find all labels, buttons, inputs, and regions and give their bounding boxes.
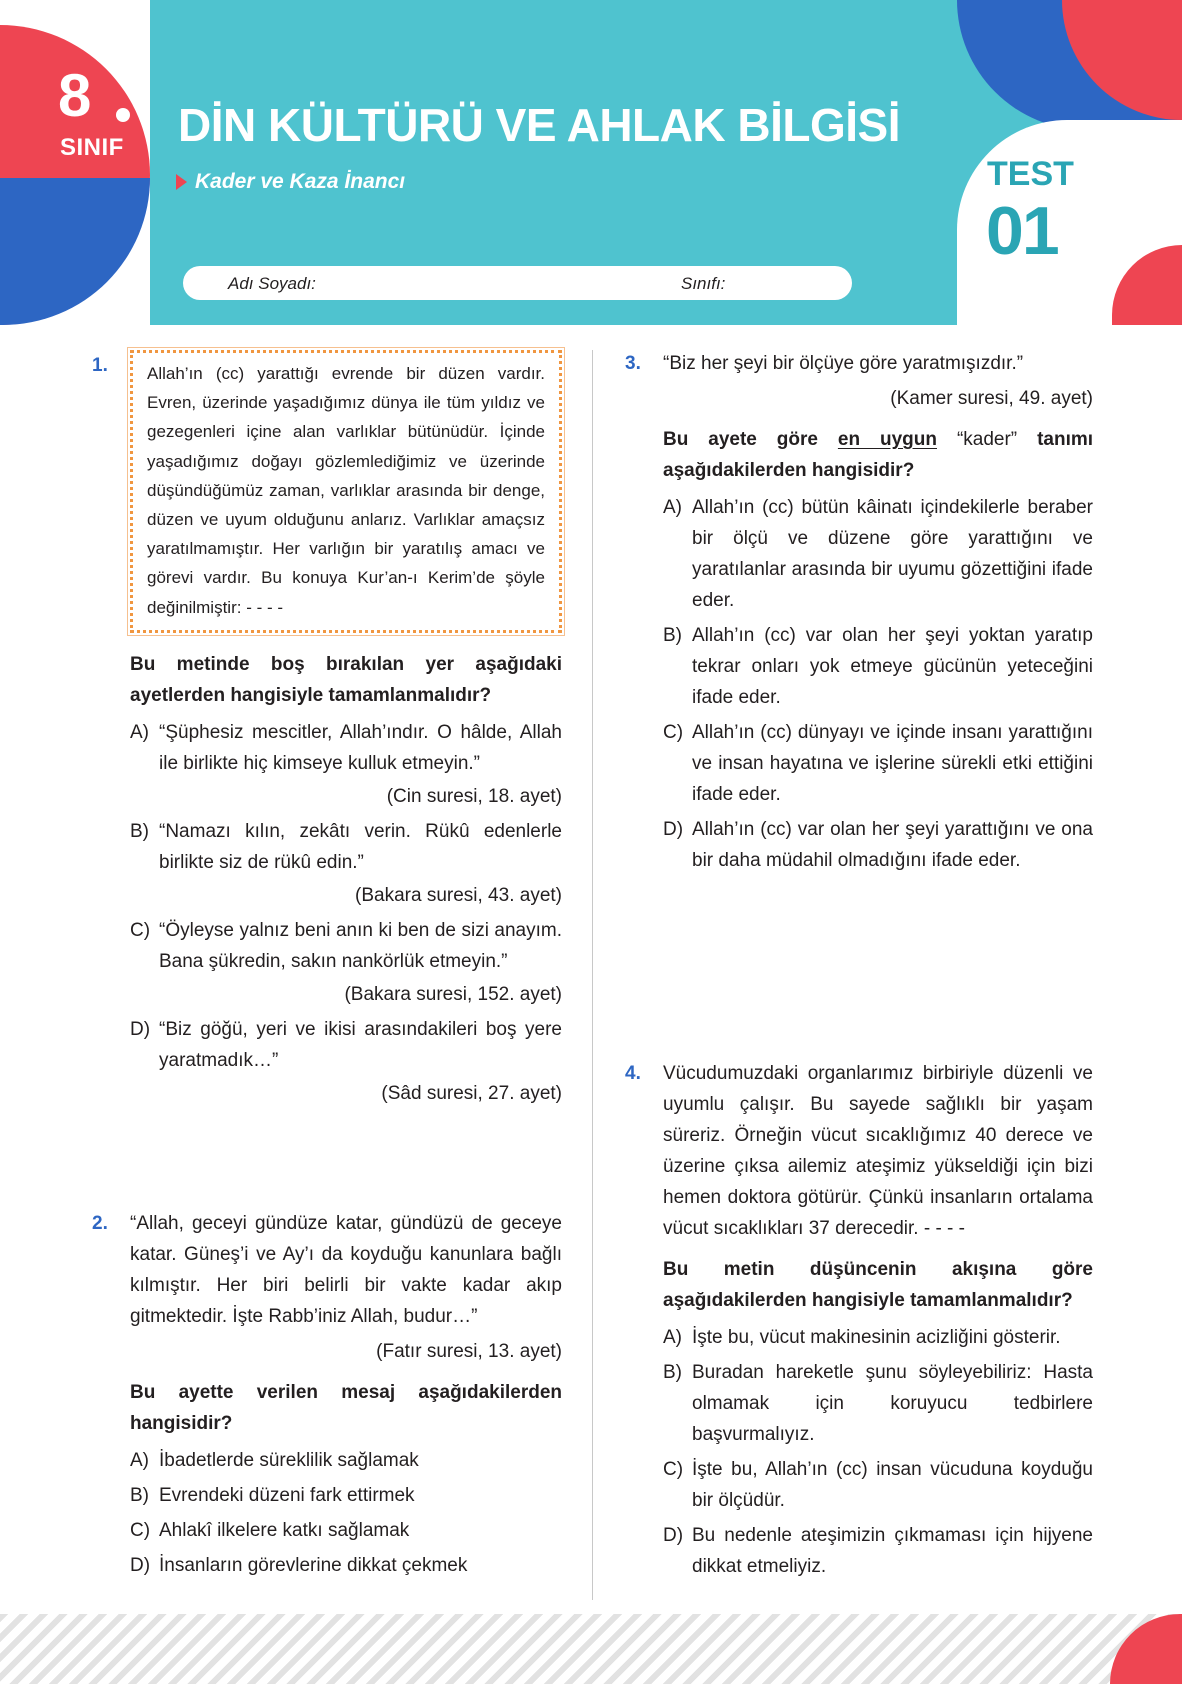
question-3 — [625, 348, 1094, 880]
question-1 — [92, 350, 562, 1113]
option-text: Evrendeki düzeni fark ettirmek — [159, 1485, 415, 1506]
option-a[interactable] — [663, 1322, 1093, 1353]
option-b[interactable] — [130, 1480, 562, 1511]
footer-stripes — [0, 1614, 1182, 1684]
option-letter: B) — [663, 625, 682, 646]
option-text: İbadetlerde süreklilik sağlamak — [159, 1450, 419, 1471]
option-text: “Öyleyse yalnız beni anın ki ben de sizi anayım. Bana şükredin, sakın nankörlük etmeyin.” — [159, 919, 562, 972]
verse-source: (Fatır suresi, 13. ayet) — [376, 1341, 562, 1362]
option-letter: B) — [130, 1485, 149, 1506]
verse-source: (Cin suresi, 18. ayet) — [386, 785, 562, 807]
option-letter: C) — [663, 722, 684, 743]
option-b[interactable] — [663, 620, 1093, 713]
verse-text: “Allah, geceyi gündüze katar, gündüzü de geceye katar. Güneş’i ve Ay’ı da koyduğu kanunlara bağlı kılmıştır. Her biri belirli bir vakte kadar akıp gitmektedir. İşte Rabb’iniz Allah, budur…” — [130, 1213, 562, 1327]
option-d[interactable] — [663, 814, 1093, 876]
test-badge — [957, 0, 1182, 325]
question-number: 3. — [625, 353, 641, 374]
subject-title: DİN KÜLTÜRÜ VE AHLAK BİLGİSİ — [178, 99, 900, 151]
verse-source: (Sâd suresi, 27. ayet) — [381, 1082, 562, 1104]
option-text: “Şüphesiz mescitler, Allah’ındır. O hâlde, Allah ile birlikte hiç kimseye kulluk etmeyin.” — [159, 721, 562, 774]
topic-label: Kader ve Kaza İnancı — [195, 170, 406, 193]
option-letter: C) — [663, 1459, 684, 1480]
name-field-label: Adı Soyadı: — [228, 274, 316, 293]
option-letter: C) — [130, 1520, 151, 1541]
option-b[interactable] — [130, 816, 562, 911]
option-text: Allah’ın (cc) var olan her şeyi yoktan yaratıp tekrar onları yok etmeye gücünün yeteceğini ifade eder. — [692, 625, 1093, 708]
grade-label: SINIF — [60, 134, 124, 161]
option-letter: B) — [130, 820, 149, 842]
option-a[interactable] — [663, 492, 1093, 616]
topic-line — [176, 170, 405, 194]
option-letter: D) — [130, 1555, 151, 1576]
question-stem: Bu ayette verilen mesaj aşağıdakilerden hangisidir? — [130, 1382, 562, 1434]
option-d[interactable] — [663, 1520, 1093, 1582]
grade-badge-blue-shape — [0, 178, 150, 325]
question-stem — [663, 424, 1093, 486]
option-letter: A) — [130, 1450, 149, 1471]
option-c[interactable] — [663, 717, 1093, 810]
option-letter: A) — [130, 721, 149, 743]
stem-part: tanımı aşağıdakilerden hangisidir? — [663, 429, 1094, 481]
passage-text: Allah’ın (cc) yarattığı evrende bir düzen vardır. Evren, üzerinde yaşadığımız dünya ile tüm yıldız ve gezegenleri içine alan varlıklar bütünüdür. İçinde yaşadığımız doğayı gözlemlediğimiz ve üzerinde düşündüğümüz zaman, varlıklar arasında bir denge, düzen ve uyum olduğunu anlarız. Varlıklar amaçsız yaratılmamıştır. Her varlığın bir yaratılış amacı ve görevi vardır. Bu konuya Kur’an-ı Kerim’de şöyle değinilmiştir: - - - - — [147, 364, 545, 617]
stem-part: Bu ayete göre — [663, 429, 818, 450]
option-text: Allah’ın (cc) var olan her şeyi yarattığını ve ona bir daha müdahil olmadığını ifade eder. — [692, 819, 1093, 871]
option-text: Buradan hareketle şunu söyleyebiliriz: Hasta olmamak için koruyucu tedbirlere başvurmalıyız. — [692, 1362, 1093, 1445]
option-text: Bu nedenle ateşimizin çıkmaması için hijyene dikkat etmeliyiz. — [692, 1525, 1093, 1577]
question-stem: Bu metin düşüncenin akışına göre aşağıdakilerden hangisiyle tamamlanmalıdır? — [663, 1259, 1093, 1311]
question-number: 1. — [92, 355, 108, 376]
option-letter: D) — [130, 1018, 151, 1040]
verse-source: (Kamer suresi, 49. ayet) — [890, 388, 1093, 409]
class-field-label: Sınıfı: — [681, 274, 726, 293]
passage-text: Vücudumuzdaki organlarımız birbiriyle düzenli ve uyumlu çalışır. Bu sayede sağlıklı bir yaşam süreriz. Örneğin vücut sıcaklığımız 40 derece ve üzerine çıksa ailemiz ateşimiz yükseldiği için bizi hemen doktora götürür. Çünkü insanların ortalama vücut sıcaklıkları 37 derecedir. - - - - — [663, 1063, 1093, 1239]
option-text: Allah’ın (cc) bütün kâinatı içindekilerle beraber bir ölçü ve düzene göre yarattığını ve yaratılanlar arasında bir uyumu gözettiğini ifade eder. — [692, 497, 1093, 611]
bullet-arrow-icon — [176, 174, 187, 190]
question-4 — [625, 1058, 1093, 1586]
option-text: İşte bu, Allah’ın (cc) insan vücuduna koyduğu bir ölçüdür. — [692, 1459, 1093, 1511]
verse-source: (Bakara suresi, 152. ayet) — [344, 983, 562, 1005]
option-c[interactable] — [663, 1454, 1093, 1516]
option-text: “Namazı kılın, zekâtı verin. Rükû edenlerle birlikte siz de rükû edin.” — [159, 820, 562, 873]
question-stem: Bu metinde boş bırakılan yer aşağıdaki ayetlerden hangisiyle tamamlanmalıdır? — [130, 653, 562, 706]
question-2 — [92, 1208, 562, 1585]
question-number: 2. — [92, 1213, 108, 1234]
student-info-bar — [183, 266, 852, 300]
option-letter: A) — [663, 1327, 682, 1348]
option-letter: C) — [130, 919, 151, 941]
option-d[interactable] — [130, 1014, 562, 1109]
option-b[interactable] — [663, 1357, 1093, 1450]
option-letter: B) — [663, 1362, 682, 1383]
question-number: 4. — [625, 1063, 641, 1084]
option-c[interactable] — [130, 915, 562, 1010]
option-text: İşte bu, vücut makinesinin acizliğini gösterir. — [692, 1327, 1061, 1348]
grade-number: 8 — [58, 62, 92, 129]
test-label: TEST — [987, 155, 1074, 193]
option-a[interactable] — [130, 1445, 562, 1476]
verse-text: “Biz her şeyi bir ölçüye göre yaratmışızdır.” — [663, 353, 1024, 374]
stem-emphasis: en uygun — [837, 429, 937, 450]
option-letter: A) — [663, 497, 682, 518]
grade-badge — [0, 0, 150, 325]
option-a[interactable] — [130, 717, 562, 812]
option-text: Ahlakî ilkelere katkı sağlamak — [159, 1520, 410, 1541]
option-c[interactable] — [130, 1515, 562, 1546]
column-divider — [592, 350, 593, 1600]
option-text: “Biz göğü, yeri ve ikisi arasındakileri boş yere yaratmadık…” — [159, 1018, 562, 1071]
option-letter: D) — [663, 1525, 684, 1546]
passage-box — [130, 350, 562, 633]
option-d[interactable] — [130, 1550, 562, 1581]
test-number: 01 — [986, 193, 1058, 269]
option-letter: D) — [663, 819, 684, 840]
option-text: İnsanların görevlerine dikkat çekmek — [159, 1555, 468, 1576]
stem-quote: “kader” — [956, 429, 1018, 450]
grade-dot — [116, 108, 130, 122]
verse-source: (Bakara suresi, 43. ayet) — [355, 884, 562, 906]
option-text: Allah’ın (cc) dünyayı ve içinde insanı yarattığını ve insan hayatına ve işlerine sürekli etki ettiğini ifade eder. — [692, 722, 1093, 805]
